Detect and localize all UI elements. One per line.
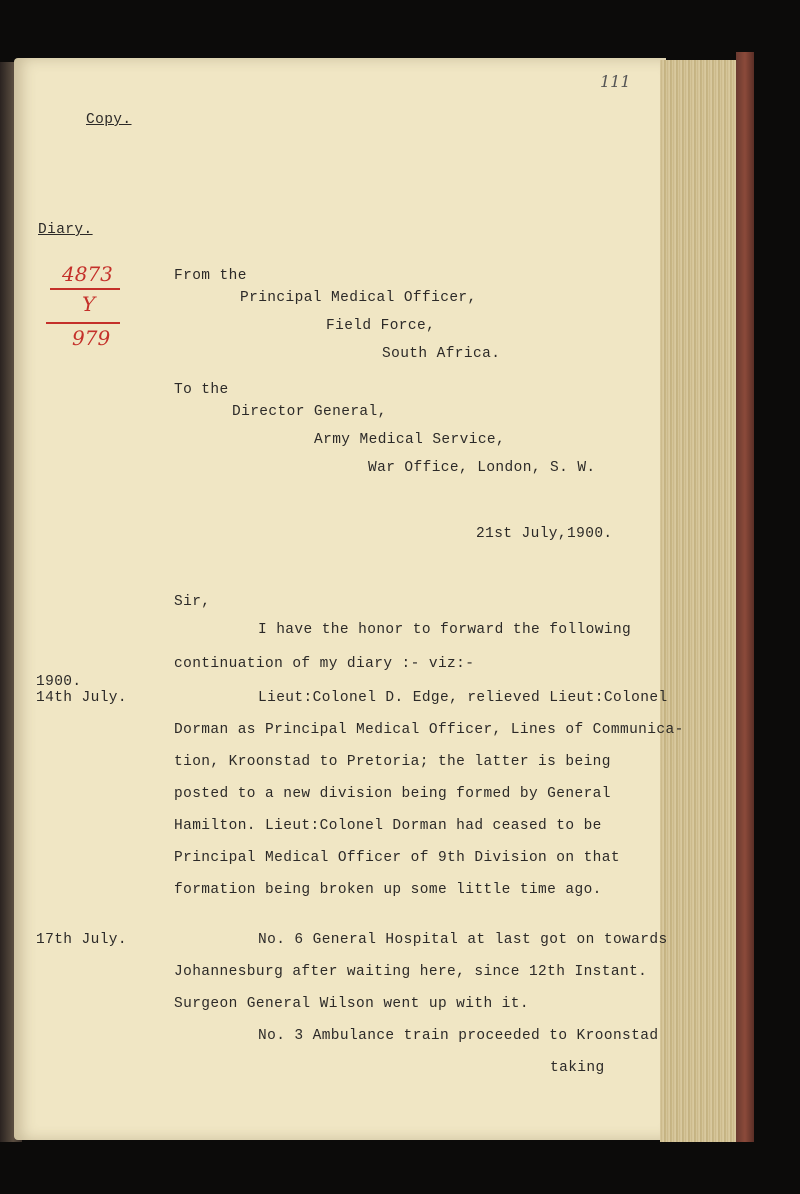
letter-date: 21st July,1900. bbox=[476, 526, 613, 542]
to-line: Director General, bbox=[232, 404, 387, 420]
entry-line: No. 3 Ambulance train proceeded to Kroonstad bbox=[258, 1028, 659, 1044]
entry-line: tion, Kroonstad to Pretoria; the latter is being bbox=[174, 754, 611, 770]
reference-bottom: 979 bbox=[72, 326, 111, 350]
salutation: Sir, bbox=[174, 594, 211, 610]
copy-label: Copy. bbox=[86, 112, 132, 128]
reference-rule bbox=[46, 322, 120, 324]
reference-top: 4873 bbox=[62, 262, 113, 286]
entry-line: Hamilton. Lieut:Colonel Dorman had ceased to be bbox=[174, 818, 602, 834]
entry-date: 17th July. bbox=[36, 932, 128, 948]
from-label: From the bbox=[174, 268, 247, 284]
reference-middle: Y bbox=[82, 292, 96, 316]
to-label: To the bbox=[174, 382, 229, 398]
reference-rule bbox=[50, 288, 120, 290]
catchword: taking bbox=[550, 1060, 605, 1076]
from-line: South Africa. bbox=[382, 346, 501, 362]
intro-line: continuation of my diary :- viz:- bbox=[174, 656, 475, 672]
entry-date: 14th July. bbox=[36, 690, 128, 706]
to-line: War Office, London, S. W. bbox=[368, 460, 596, 476]
to-line: Army Medical Service, bbox=[314, 432, 506, 448]
page-edges bbox=[660, 60, 738, 1142]
diary-label: Diary. bbox=[38, 222, 93, 238]
entry-year: 1900. bbox=[36, 674, 82, 690]
entry-line: formation being broken up some little time ago. bbox=[174, 882, 602, 898]
entry-line: No. 6 General Hospital at last got on towards bbox=[258, 932, 668, 948]
entry-line: Dorman as Principal Medical Officer, Lines of Communica- bbox=[174, 722, 684, 738]
from-line: Field Force, bbox=[326, 318, 436, 334]
from-line: Principal Medical Officer, bbox=[240, 290, 477, 306]
entry-line: Principal Medical Officer of 9th Division on that bbox=[174, 850, 620, 866]
folio-number: 111 bbox=[600, 72, 631, 91]
book-cover-edge bbox=[736, 52, 754, 1142]
intro-line: I have the honor to forward the following bbox=[258, 622, 632, 638]
entry-line: Johannesburg after waiting here, since 12th Instant. bbox=[174, 964, 648, 980]
entry-line: Lieut:Colonel D. Edge, relieved Lieut:Colonel bbox=[258, 690, 668, 706]
entry-line: Surgeon General Wilson went up with it. bbox=[174, 996, 529, 1012]
entry-line: posted to a new division being formed by General bbox=[174, 786, 611, 802]
